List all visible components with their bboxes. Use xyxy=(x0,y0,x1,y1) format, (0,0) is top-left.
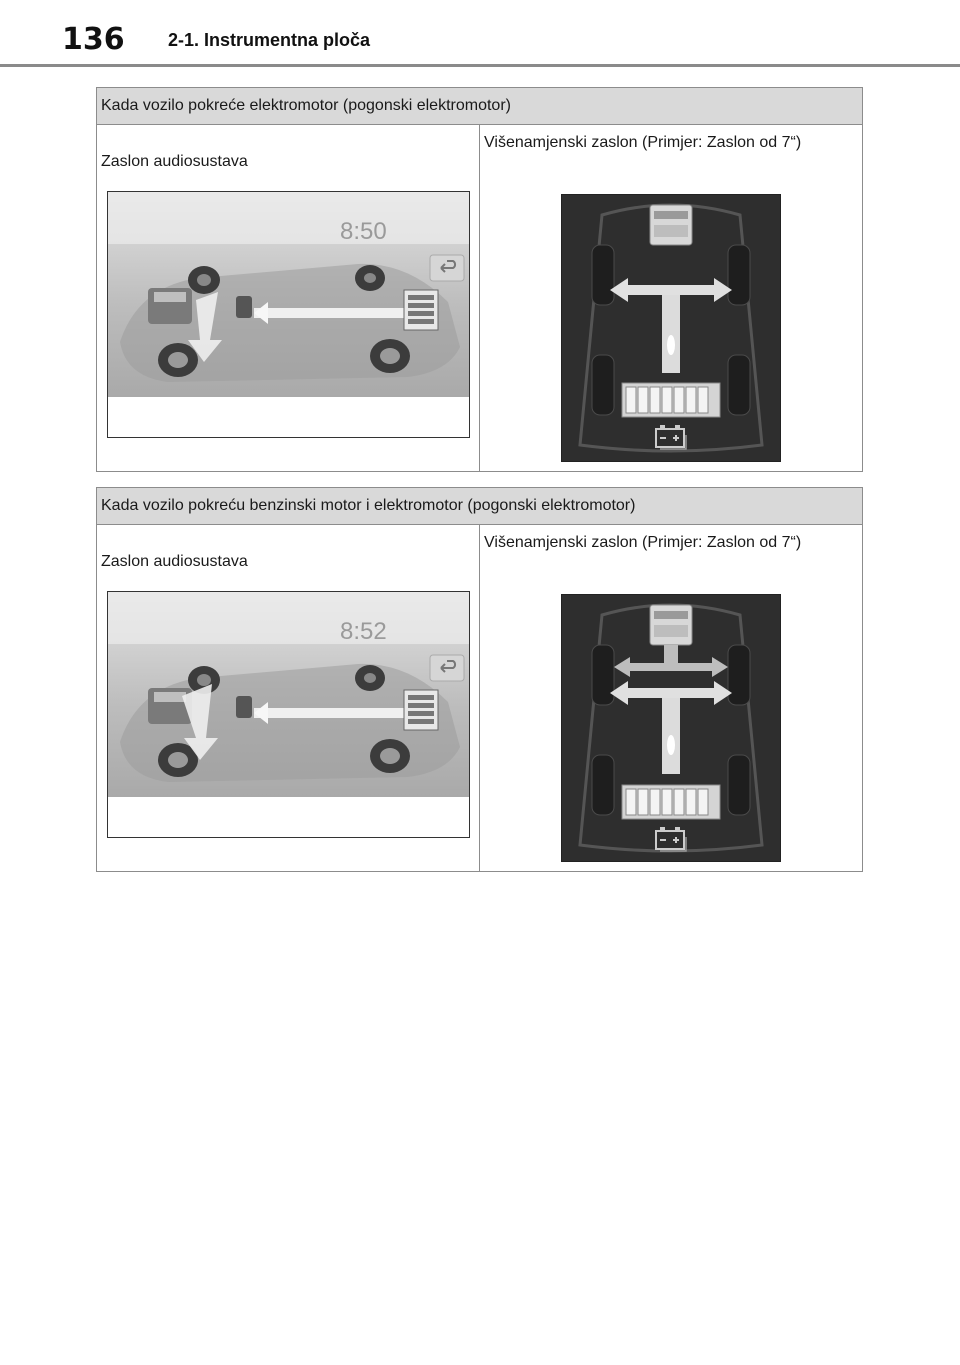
audio-display-image xyxy=(107,591,470,838)
info-table-hybrid xyxy=(96,487,863,872)
audio-display-label: Zaslon audiosustava xyxy=(101,153,248,170)
audio-clock: 8:52 xyxy=(340,618,387,645)
multi-display-image xyxy=(561,194,781,462)
multi-display-image xyxy=(561,594,781,862)
audio-display-image xyxy=(107,191,470,438)
multi-display-cell xyxy=(480,125,863,472)
multi-display-cell xyxy=(480,525,863,872)
audio-display-cell xyxy=(97,525,480,872)
multi-display-label: Višenamjenski zaslon (Primjer: Zaslon od 7“) xyxy=(484,534,802,551)
table-heading: Kada vozilo pokreće elektromotor (pogonski elektromotor) xyxy=(97,88,863,125)
page-number: 136 xyxy=(62,22,125,57)
audio-display-cell xyxy=(97,125,480,472)
audio-clock: 8:50 xyxy=(340,218,387,245)
multi-display-label: Višenamjenski zaslon (Primjer: Zaslon od 7“) xyxy=(484,134,802,151)
page-header xyxy=(0,0,960,66)
section-title: 2-1. Instrumentna ploča xyxy=(168,30,371,50)
audio-display-label: Zaslon audiosustava xyxy=(101,553,248,570)
header-divider xyxy=(0,64,960,67)
back-arrow-icon xyxy=(430,655,464,681)
back-arrow-icon xyxy=(430,255,464,281)
info-table-electric xyxy=(96,87,863,472)
table-heading: Kada vozilo pokreću benzinski motor i elektromotor (pogonski elektromotor) xyxy=(97,488,863,525)
